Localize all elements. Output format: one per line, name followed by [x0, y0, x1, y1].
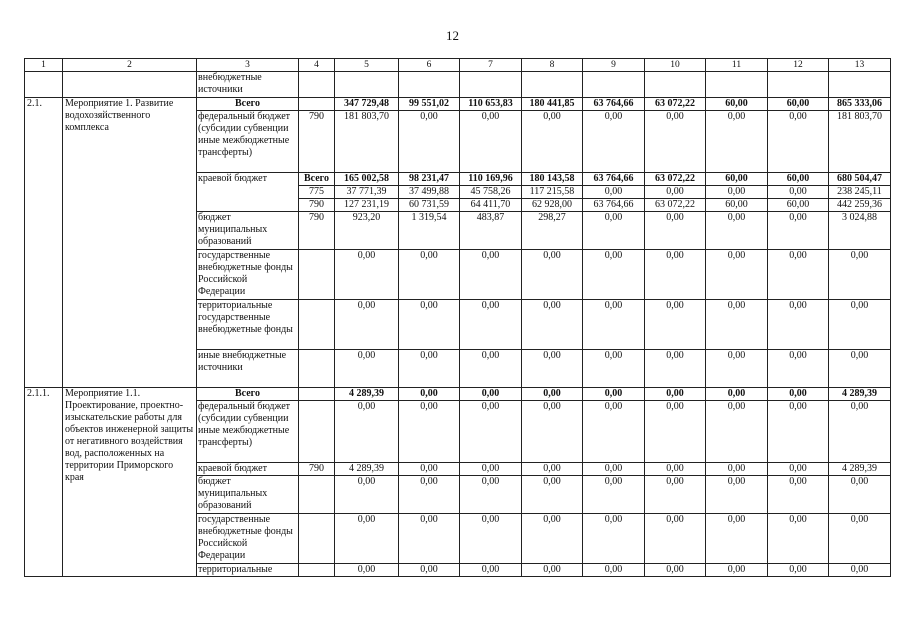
value-cell: 0,00: [460, 350, 522, 388]
value-cell: 0,00: [522, 564, 583, 577]
value-cell: 0,00: [399, 250, 460, 300]
value-cell: 64 411,70: [460, 199, 522, 212]
budget-code: 790: [299, 212, 335, 250]
value-cell: 0,00: [706, 401, 768, 463]
measure-title: Мероприятие 1.1. Проектирование, проектно-изыскательские работы для объектов инженерной защиты от негативного воздействия вод, расположенных на территории Приморского края: [63, 388, 197, 577]
value-cell: 0,00: [399, 476, 460, 514]
value-cell: 0,00: [583, 186, 645, 199]
value-cell: 110 169,96: [460, 173, 522, 186]
value-cell: 0,00: [399, 388, 460, 401]
value-cell: 1 319,54: [399, 212, 460, 250]
value-cell: 0,00: [706, 350, 768, 388]
value-cell: 0,00: [522, 250, 583, 300]
header-cell: 6: [399, 59, 460, 72]
value-cell: 0,00: [583, 388, 645, 401]
value-cell: 60,00: [706, 173, 768, 186]
value-cell: 0,00: [706, 564, 768, 577]
value-cell: 0,00: [460, 111, 522, 173]
value-cell: 60,00: [768, 199, 829, 212]
value-cell: 60 731,59: [399, 199, 460, 212]
value-cell: 0,00: [768, 250, 829, 300]
value-cell: 0,00: [645, 476, 706, 514]
value-cell: 45 758,26: [460, 186, 522, 199]
value-cell: 0,00: [645, 514, 706, 564]
value-cell: 0,00: [460, 388, 522, 401]
value-cell: 0,00: [460, 250, 522, 300]
value-cell: 0,00: [768, 514, 829, 564]
value-cell: 0,00: [768, 476, 829, 514]
value-cell: 347 729,48: [335, 98, 399, 111]
value-cell: 0,00: [706, 186, 768, 199]
value-cell: 165 002,58: [335, 173, 399, 186]
value-cell: 0,00: [645, 186, 706, 199]
value-cell: 62 928,00: [522, 199, 583, 212]
value-cell: 180 143,58: [522, 173, 583, 186]
measure-number: 2.1.: [25, 98, 63, 388]
header-cell: 1: [25, 59, 63, 72]
value-cell: 0,00: [335, 250, 399, 300]
value-cell: 0,00: [768, 388, 829, 401]
budget-code: 775: [299, 186, 335, 199]
source-label: бюджет муниципальных образований: [197, 212, 299, 250]
value-cell: 0,00: [768, 401, 829, 463]
value-cell: 0,00: [399, 463, 460, 476]
value-cell: 0,00: [645, 212, 706, 250]
value-cell: 238 245,11: [829, 186, 891, 199]
value-cell: 127 231,19: [335, 199, 399, 212]
header-cell: 5: [335, 59, 399, 72]
value-cell: 0,00: [522, 401, 583, 463]
header-cell: 2: [63, 59, 197, 72]
source-label: внебюджетные источники: [197, 72, 299, 98]
value-cell: 0,00: [768, 300, 829, 350]
value-cell: 0,00: [583, 300, 645, 350]
budget-code: 790: [299, 199, 335, 212]
value-cell: 0,00: [645, 388, 706, 401]
header-cell: 9: [583, 59, 645, 72]
value-cell: 0,00: [522, 388, 583, 401]
value-cell: 0,00: [768, 463, 829, 476]
value-cell: 0,00: [399, 401, 460, 463]
source-label: Всего: [197, 388, 299, 401]
value-cell: 0,00: [645, 300, 706, 350]
value-cell: 0,00: [460, 300, 522, 350]
value-cell: 0,00: [645, 250, 706, 300]
value-cell: 0,00: [768, 350, 829, 388]
value-cell: 865 333,06: [829, 98, 891, 111]
source-label: краевой бюджет: [197, 463, 299, 476]
header-cell: 10: [645, 59, 706, 72]
source-label: государственные внебюджетные фонды Российской Федерации: [197, 250, 299, 300]
value-cell: 0,00: [399, 111, 460, 173]
header-cell: 13: [829, 59, 891, 72]
value-cell: 0,00: [399, 564, 460, 577]
value-cell: 0,00: [335, 514, 399, 564]
measure-number: 2.1.1.: [25, 388, 63, 577]
header-cell: 3: [197, 59, 299, 72]
value-cell: 298,27: [522, 212, 583, 250]
source-label: иные внебюджетные источники: [197, 350, 299, 388]
value-cell: 0,00: [829, 476, 891, 514]
header-row: [25, 59, 891, 72]
value-cell: 60,00: [768, 173, 829, 186]
table-row: [25, 388, 891, 401]
value-cell: 110 653,83: [460, 98, 522, 111]
value-cell: 180 441,85: [522, 98, 583, 111]
value-cell: 37 499,88: [399, 186, 460, 199]
value-cell: 117 215,58: [522, 186, 583, 199]
value-cell: 0,00: [335, 350, 399, 388]
value-cell: 0,00: [335, 300, 399, 350]
value-cell: 0,00: [583, 476, 645, 514]
value-cell: 63 764,66: [583, 173, 645, 186]
value-cell: 0,00: [522, 476, 583, 514]
value-cell: 0,00: [583, 564, 645, 577]
value-cell: 37 771,39: [335, 186, 399, 199]
value-cell: 0,00: [829, 401, 891, 463]
value-cell: 4 289,39: [335, 463, 399, 476]
value-cell: 0,00: [829, 514, 891, 564]
table-row: [25, 72, 891, 98]
header-cell: 11: [706, 59, 768, 72]
value-cell: 442 259,36: [829, 199, 891, 212]
value-cell: 0,00: [460, 514, 522, 564]
value-cell: 0,00: [399, 350, 460, 388]
value-cell: 0,00: [522, 300, 583, 350]
source-label: федеральный бюджет (субсидии субвенции иные межбюджетные трансферты): [197, 401, 299, 463]
value-cell: 0,00: [583, 250, 645, 300]
value-cell: 0,00: [583, 401, 645, 463]
value-cell: 4 289,39: [829, 463, 891, 476]
value-cell: 0,00: [399, 300, 460, 350]
value-cell: 0,00: [399, 514, 460, 564]
value-cell: 0,00: [522, 463, 583, 476]
value-cell: 63 072,22: [645, 199, 706, 212]
value-cell: 0,00: [645, 401, 706, 463]
source-label: краевой бюджет: [197, 173, 299, 212]
source-label: бюджет муниципальных образований: [197, 476, 299, 514]
value-cell: 0,00: [829, 350, 891, 388]
value-cell: 0,00: [706, 463, 768, 476]
value-cell: 0,00: [460, 476, 522, 514]
value-cell: 0,00: [335, 401, 399, 463]
value-cell: 923,20: [335, 212, 399, 250]
value-cell: 63 764,66: [583, 199, 645, 212]
value-cell: 3 024,88: [829, 212, 891, 250]
value-cell: 0,00: [645, 350, 706, 388]
value-cell: 181 803,70: [335, 111, 399, 173]
value-cell: 0,00: [645, 111, 706, 173]
value-cell: 0,00: [335, 564, 399, 577]
header-cell: 4: [299, 59, 335, 72]
header-cell: 12: [768, 59, 829, 72]
value-cell: 0,00: [768, 564, 829, 577]
value-cell: 60,00: [706, 199, 768, 212]
value-cell: 0,00: [583, 111, 645, 173]
value-cell: 0,00: [706, 514, 768, 564]
value-cell: 483,87: [460, 212, 522, 250]
value-cell: 4 289,39: [829, 388, 891, 401]
value-cell: 0,00: [583, 514, 645, 564]
value-cell: 0,00: [645, 463, 706, 476]
value-cell: 0,00: [706, 212, 768, 250]
value-cell: 0,00: [706, 111, 768, 173]
value-cell: 0,00: [706, 250, 768, 300]
value-cell: 4 289,39: [335, 388, 399, 401]
value-cell: 0,00: [583, 350, 645, 388]
value-cell: 0,00: [706, 300, 768, 350]
budget-code: Всего: [299, 173, 335, 186]
value-cell: 0,00: [829, 250, 891, 300]
value-cell: 0,00: [460, 401, 522, 463]
source-label: федеральный бюджет (субсидии субвенции иные межбюджетные трансферты): [197, 111, 299, 173]
page-number: 12: [446, 28, 459, 43]
source-label: Всего: [197, 98, 299, 111]
value-cell: 0,00: [335, 476, 399, 514]
budget-code: 790: [299, 111, 335, 173]
value-cell: 0,00: [829, 300, 891, 350]
value-cell: 0,00: [829, 564, 891, 577]
value-cell: 0,00: [460, 463, 522, 476]
value-cell: 680 504,47: [829, 173, 891, 186]
value-cell: 63 072,22: [645, 173, 706, 186]
source-label: территориальные: [197, 564, 299, 577]
value-cell: 0,00: [522, 111, 583, 173]
header-cell: 7: [460, 59, 522, 72]
value-cell: 0,00: [706, 476, 768, 514]
value-cell: 63 072,22: [645, 98, 706, 111]
source-label: территориальные государственные внебюджетные фонды: [197, 300, 299, 350]
measure-title: Мероприятие 1. Развитие водохозяйственного комплекса: [63, 98, 197, 388]
value-cell: 181 803,70: [829, 111, 891, 173]
header-cell: 8: [522, 59, 583, 72]
value-cell: 0,00: [645, 564, 706, 577]
value-cell: 63 764,66: [583, 98, 645, 111]
value-cell: 0,00: [460, 564, 522, 577]
value-cell: 60,00: [768, 98, 829, 111]
value-cell: 0,00: [522, 350, 583, 388]
value-cell: 0,00: [768, 212, 829, 250]
value-cell: 60,00: [706, 98, 768, 111]
value-cell: 99 551,02: [399, 98, 460, 111]
value-cell: 0,00: [768, 111, 829, 173]
source-label: государственные внебюджетные фонды Российской Федерации: [197, 514, 299, 564]
value-cell: 0,00: [522, 514, 583, 564]
value-cell: 0,00: [706, 388, 768, 401]
value-cell: 98 231,47: [399, 173, 460, 186]
budget-code: 790: [299, 463, 335, 476]
value-cell: 0,00: [583, 212, 645, 250]
table-row: [25, 98, 891, 111]
budget-table: [24, 58, 891, 577]
value-cell: 0,00: [768, 186, 829, 199]
value-cell: 0,00: [583, 463, 645, 476]
